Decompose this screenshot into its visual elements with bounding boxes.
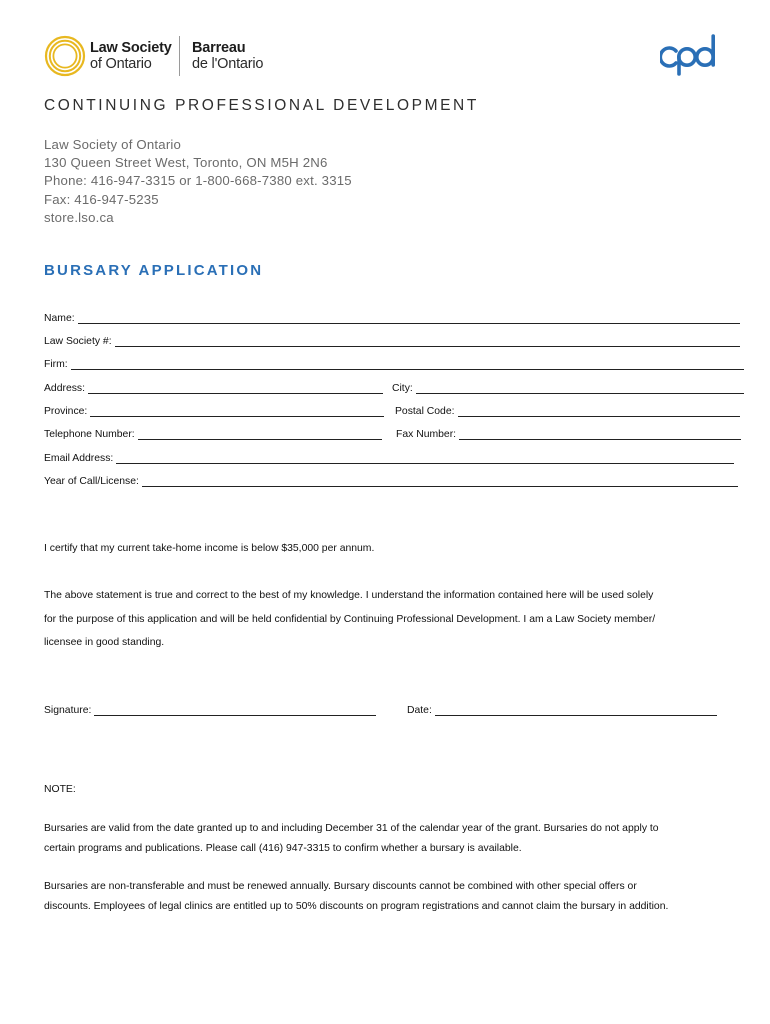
note-paragraph-1 <box>44 819 744 859</box>
province-line[interactable] <box>90 406 384 417</box>
year-of-call-field[interactable] <box>44 476 738 487</box>
law-society-number-field[interactable] <box>44 336 740 347</box>
fax-label: Fax Number: <box>396 429 457 440</box>
note-label: NOTE: <box>44 784 76 795</box>
contact-fax: Fax: 416-947-5235 <box>44 191 159 207</box>
note-1-line: Bursaries are valid from the date granted up to and including December 31 of the calendar year of the grant. Bursaries do not apply to <box>44 823 659 834</box>
law-society-number-line[interactable] <box>115 336 740 347</box>
note-2-line: discounts. Employees of legal clinics are entitled up to 50% discounts on program registrations and cannot claim the bursary in addition. <box>44 901 669 912</box>
address-line[interactable] <box>88 383 383 394</box>
email-field[interactable] <box>44 453 734 464</box>
statement-paragraph <box>44 584 744 655</box>
postal-code-field[interactable] <box>395 406 740 417</box>
city-line[interactable] <box>416 383 744 394</box>
address-field[interactable] <box>44 383 383 394</box>
note-2-line: Bursaries are non-transferable and must be renewed annually. Bursary discounts cannot be combined with other special offers or <box>44 881 637 892</box>
lso-french-name <box>192 40 263 72</box>
telephone-label: Telephone Number: <box>44 429 135 440</box>
province-label: Province: <box>44 406 88 417</box>
name-line[interactable] <box>78 313 740 324</box>
city-field[interactable] <box>392 383 744 394</box>
year-of-call-label: Year of Call/License: <box>44 476 139 487</box>
name-field[interactable] <box>44 313 740 324</box>
lso-en-line1: Law Society <box>90 40 172 56</box>
statement-line: The above statement is true and correct to the best of my knowledge. I understand the information contained here will be used solely <box>44 590 654 601</box>
note-1-line: certain programs and publications. Please call (416) 947-3315 to confirm whether a bursary is available. <box>44 843 522 854</box>
name-label: Name: <box>44 313 75 324</box>
firm-label: Firm: <box>44 359 68 370</box>
telephone-line[interactable] <box>138 429 382 440</box>
law-society-number-label: Law Society #: <box>44 336 112 347</box>
email-label: Email Address: <box>44 453 114 464</box>
email-line[interactable] <box>116 453 734 464</box>
signature-label: Signature: <box>44 705 92 716</box>
department-heading: CONTINUING PROFESSIONAL DEVELOPMENT <box>44 97 479 114</box>
fax-field[interactable] <box>396 429 741 440</box>
lso-en-line2: of Ontario <box>90 56 152 72</box>
certify-text: I certify that my current take-home income is below $35,000 per annum. <box>44 543 375 554</box>
contact-phone: Phone: 416-947-3315 or 1-800-668-7380 ext. 3315 <box>44 173 352 189</box>
signature-line[interactable] <box>94 705 376 716</box>
firm-line[interactable] <box>71 359 744 370</box>
form-title: BURSARY APPLICATION <box>44 262 264 279</box>
province-field[interactable] <box>44 406 384 417</box>
law-society-logo <box>44 34 274 78</box>
cpd-logo-icon <box>660 32 724 78</box>
signature-field[interactable] <box>44 705 376 716</box>
statement-line: for the purpose of this application and will be held confidential by Continuing Professional Development. I am a Law Society member/ <box>44 613 656 625</box>
lso-fr-line2: de l'Ontario <box>192 56 264 72</box>
lso-ring-icon <box>44 35 86 77</box>
contact-org: Law Society of Ontario <box>44 137 182 152</box>
date-line[interactable] <box>435 705 717 716</box>
postal-code-label: Postal Code: <box>395 406 455 417</box>
address-label: Address: <box>44 383 86 394</box>
date-field[interactable] <box>407 705 717 716</box>
logo-divider <box>179 36 180 76</box>
lso-english-name <box>90 40 172 72</box>
contact-street: 130 Queen Street West, Toronto, ON M5H 2N6 <box>44 155 328 171</box>
fax-line[interactable] <box>459 429 741 440</box>
contact-block <box>44 136 352 227</box>
telephone-field[interactable] <box>44 429 382 440</box>
date-label: Date: <box>407 705 432 716</box>
note-paragraph-2 <box>44 877 744 917</box>
postal-code-line[interactable] <box>458 406 740 417</box>
city-label: City: <box>392 383 413 394</box>
contact-website[interactable]: store.lso.ca <box>44 209 114 225</box>
year-of-call-line[interactable] <box>142 476 738 487</box>
lso-fr-line1: Barreau <box>192 40 246 56</box>
firm-field[interactable] <box>44 359 744 370</box>
statement-line: licensee in good standing. <box>44 637 165 648</box>
